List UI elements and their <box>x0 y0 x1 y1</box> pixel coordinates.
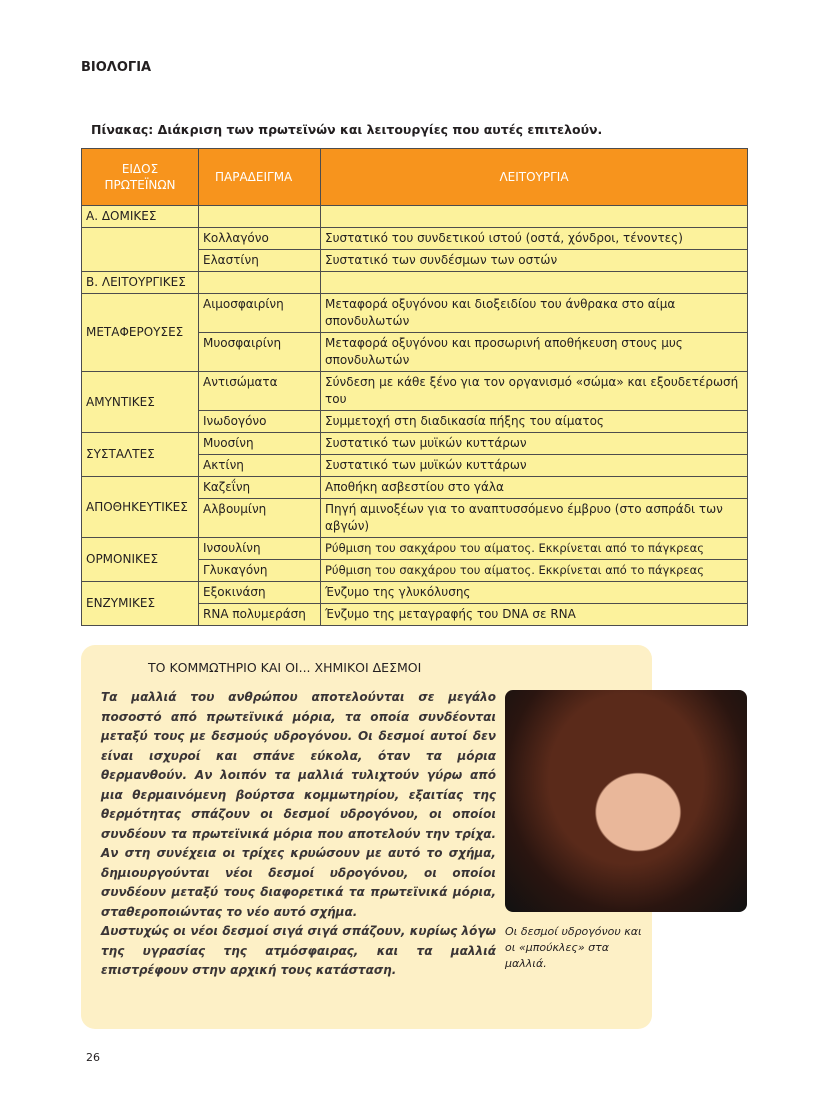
category-cell: ΣΥΣΤΑΛΤΕΣ <box>82 433 199 477</box>
example-cell: Ινσουλίνη <box>199 538 321 560</box>
function-cell: Συστατικό των μυϊκών κυττάρων <box>321 455 748 477</box>
function-cell: Συστατικό των συνδέσμων των οστών <box>321 250 748 272</box>
example-cell: Αιμοσφαιρίνη <box>199 294 321 333</box>
col-header-example: ΠΑΡΑΔΕΙΓΜΑ <box>199 149 321 206</box>
empty-cell <box>199 206 321 228</box>
example-cell: Κολλαγόνο <box>199 228 321 250</box>
function-cell: Ρύθμιση του σακχάρου του αίματος. Εκκρίνεται από το πάγκρεας <box>321 538 748 560</box>
proteins-table <box>81 148 748 626</box>
table-row <box>82 582 748 604</box>
example-cell: Μυοσίνη <box>199 433 321 455</box>
function-cell: Συστατικό του συνδετικού ιστού (οστά, χόνδροι, τένοντες) <box>321 228 748 250</box>
subject-header: ΒΙΟΛΟΓΙΑ <box>81 60 152 75</box>
table-row <box>82 228 748 250</box>
table-row <box>82 272 748 294</box>
empty-cell <box>321 206 748 228</box>
function-cell: Μεταφορά οξυγόνου και διοξειδίου του άνθρακα στο αίμα σπονδυλωτών <box>321 294 748 333</box>
hair-styling-photo <box>505 690 747 912</box>
table-row <box>82 206 748 228</box>
example-cell: Ινωδογόνο <box>199 411 321 433</box>
category-cell: ΑΠΟΘΗΚΕΥΤΙΚΕΣ <box>82 477 199 538</box>
table-row <box>82 372 748 411</box>
function-cell: Συμμετοχή στη διαδικασία πήξης του αίματος <box>321 411 748 433</box>
example-cell: Αντισώματα <box>199 372 321 411</box>
function-cell: Πηγή αμινοξέων για το αναπτυσσόμενο έμβρυο (στο ασπράδι των αβγών) <box>321 499 748 538</box>
category-cell: ΑΜΥΝΤΙΚΕΣ <box>82 372 199 433</box>
info-box-title: ΤΟ ΚΟΜΜΩΤΗΡΙΟ ΚΑΙ ΟΙ... ΧΗΜΙΚΟΙ ΔΕΣΜΟΙ <box>148 660 422 675</box>
category-cell: ΟΡΜΟΝΙΚΕΣ <box>82 538 199 582</box>
empty-cell <box>82 228 199 272</box>
page-number: 26 <box>86 1051 100 1064</box>
table-title: Πίνακας: Διάκριση των πρωτεϊνών και λειτουργίες που αυτές επιτελούν. <box>91 122 603 137</box>
function-cell: Ρύθμιση του σακχάρου του αίματος. Εκκρίνεται από το πάγκρεας <box>321 560 748 582</box>
info-paragraph: Δυστυχώς οι νέοι δεσμοί σιγά σιγά σπάζουν, κυρίως λόγω της υγρασίας της ατμόσφαιρας, και τα μαλλιά επιστρέφουν στην αρχική τους κατάσταση. <box>101 924 496 977</box>
example-cell: Ακτίνη <box>199 455 321 477</box>
table-row <box>82 433 748 455</box>
category-cell: ΜΕΤΑΦΕΡΟΥΣΕΣ <box>82 294 199 372</box>
table-row <box>82 538 748 560</box>
info-paragraph: Τα μαλλιά του ανθρώπου αποτελούνται σε μεγάλο ποσοστό από πρωτεϊνικά μόρια, τα οποία συνδέονται μεταξύ τους με δεσμούς υδρογόνου. Οι δεσμοί αυτοί δεν είναι ισχυροί και σπάνε εύκολα, όταν τα μόρια θερμανθούν. Αν λοιπόν τα μαλλιά τυλιχτούν γύρω από μια θερμαινόμενη βούρτσα κομμωτηρίου, εξαιτίας της θερμότητας σπάζουν οι δεσμοί υδρογόνου, οι οποίοι συνδέουν τα πρωτεϊνικά μόρια που αποτελούν την τρίχα. Αν στη συνέχεια οι τρίχες κρυώσουν με αυτό το σχήμα, δημιουργούνται νέοι δεσμοί υδρογόνου, οι οποίοι συνδέουν μεταξύ τους διαφορετικά τα πρωτεϊνικά μόρια, σταθεροποιώντας το νέο αυτό σχήμα. <box>101 690 496 919</box>
example-cell: Αλβουμίνη <box>199 499 321 538</box>
function-cell: Αποθήκη ασβεστίου στο γάλα <box>321 477 748 499</box>
example-cell: Εξοκινάση <box>199 582 321 604</box>
function-cell: Ένζυμο της μεταγραφής του DNA σε RNA <box>321 604 748 626</box>
example-cell: Ελαστίνη <box>199 250 321 272</box>
empty-cell <box>199 272 321 294</box>
function-cell: Σύνδεση με κάθε ξένο για τον οργανισμό «σώμα» και εξουδετέρωσή του <box>321 372 748 411</box>
example-cell: Μυοσφαιρίνη <box>199 333 321 372</box>
function-cell: Συστατικό των μυϊκών κυττάρων <box>321 433 748 455</box>
function-cell: Μεταφορά οξυγόνου και προσωρινή αποθήκευση στους μυς σπονδυλωτών <box>321 333 748 372</box>
table-row <box>82 477 748 499</box>
photo-caption: Οι δεσμοί υδρογόνου και οι «μπούκλες» στα μαλλιά. <box>505 925 642 970</box>
section-functional: Β. ΛΕΙΤΟΥΡΓΙΚΕΣ <box>82 272 199 294</box>
col-header-type: ΕΙΔΟΣ ΠΡΩΤΕΪΝΩΝ <box>82 149 199 206</box>
example-cell: Γλυκαγόνη <box>199 560 321 582</box>
table-row <box>82 294 748 333</box>
empty-cell <box>321 272 748 294</box>
col-header-function: ΛΕΙΤΟΥΡΓΙΑ <box>321 149 748 206</box>
info-box-text <box>101 688 496 981</box>
function-cell: Ένζυμο της γλυκόλυσης <box>321 582 748 604</box>
example-cell: RNA πολυμεράση <box>199 604 321 626</box>
section-structural: Α. ΔΟΜΙΚΕΣ <box>82 206 199 228</box>
example-cell: Καζεΐνη <box>199 477 321 499</box>
table-header-row <box>82 149 748 206</box>
category-cell: ΕΝΖΥΜΙΚΕΣ <box>82 582 199 626</box>
